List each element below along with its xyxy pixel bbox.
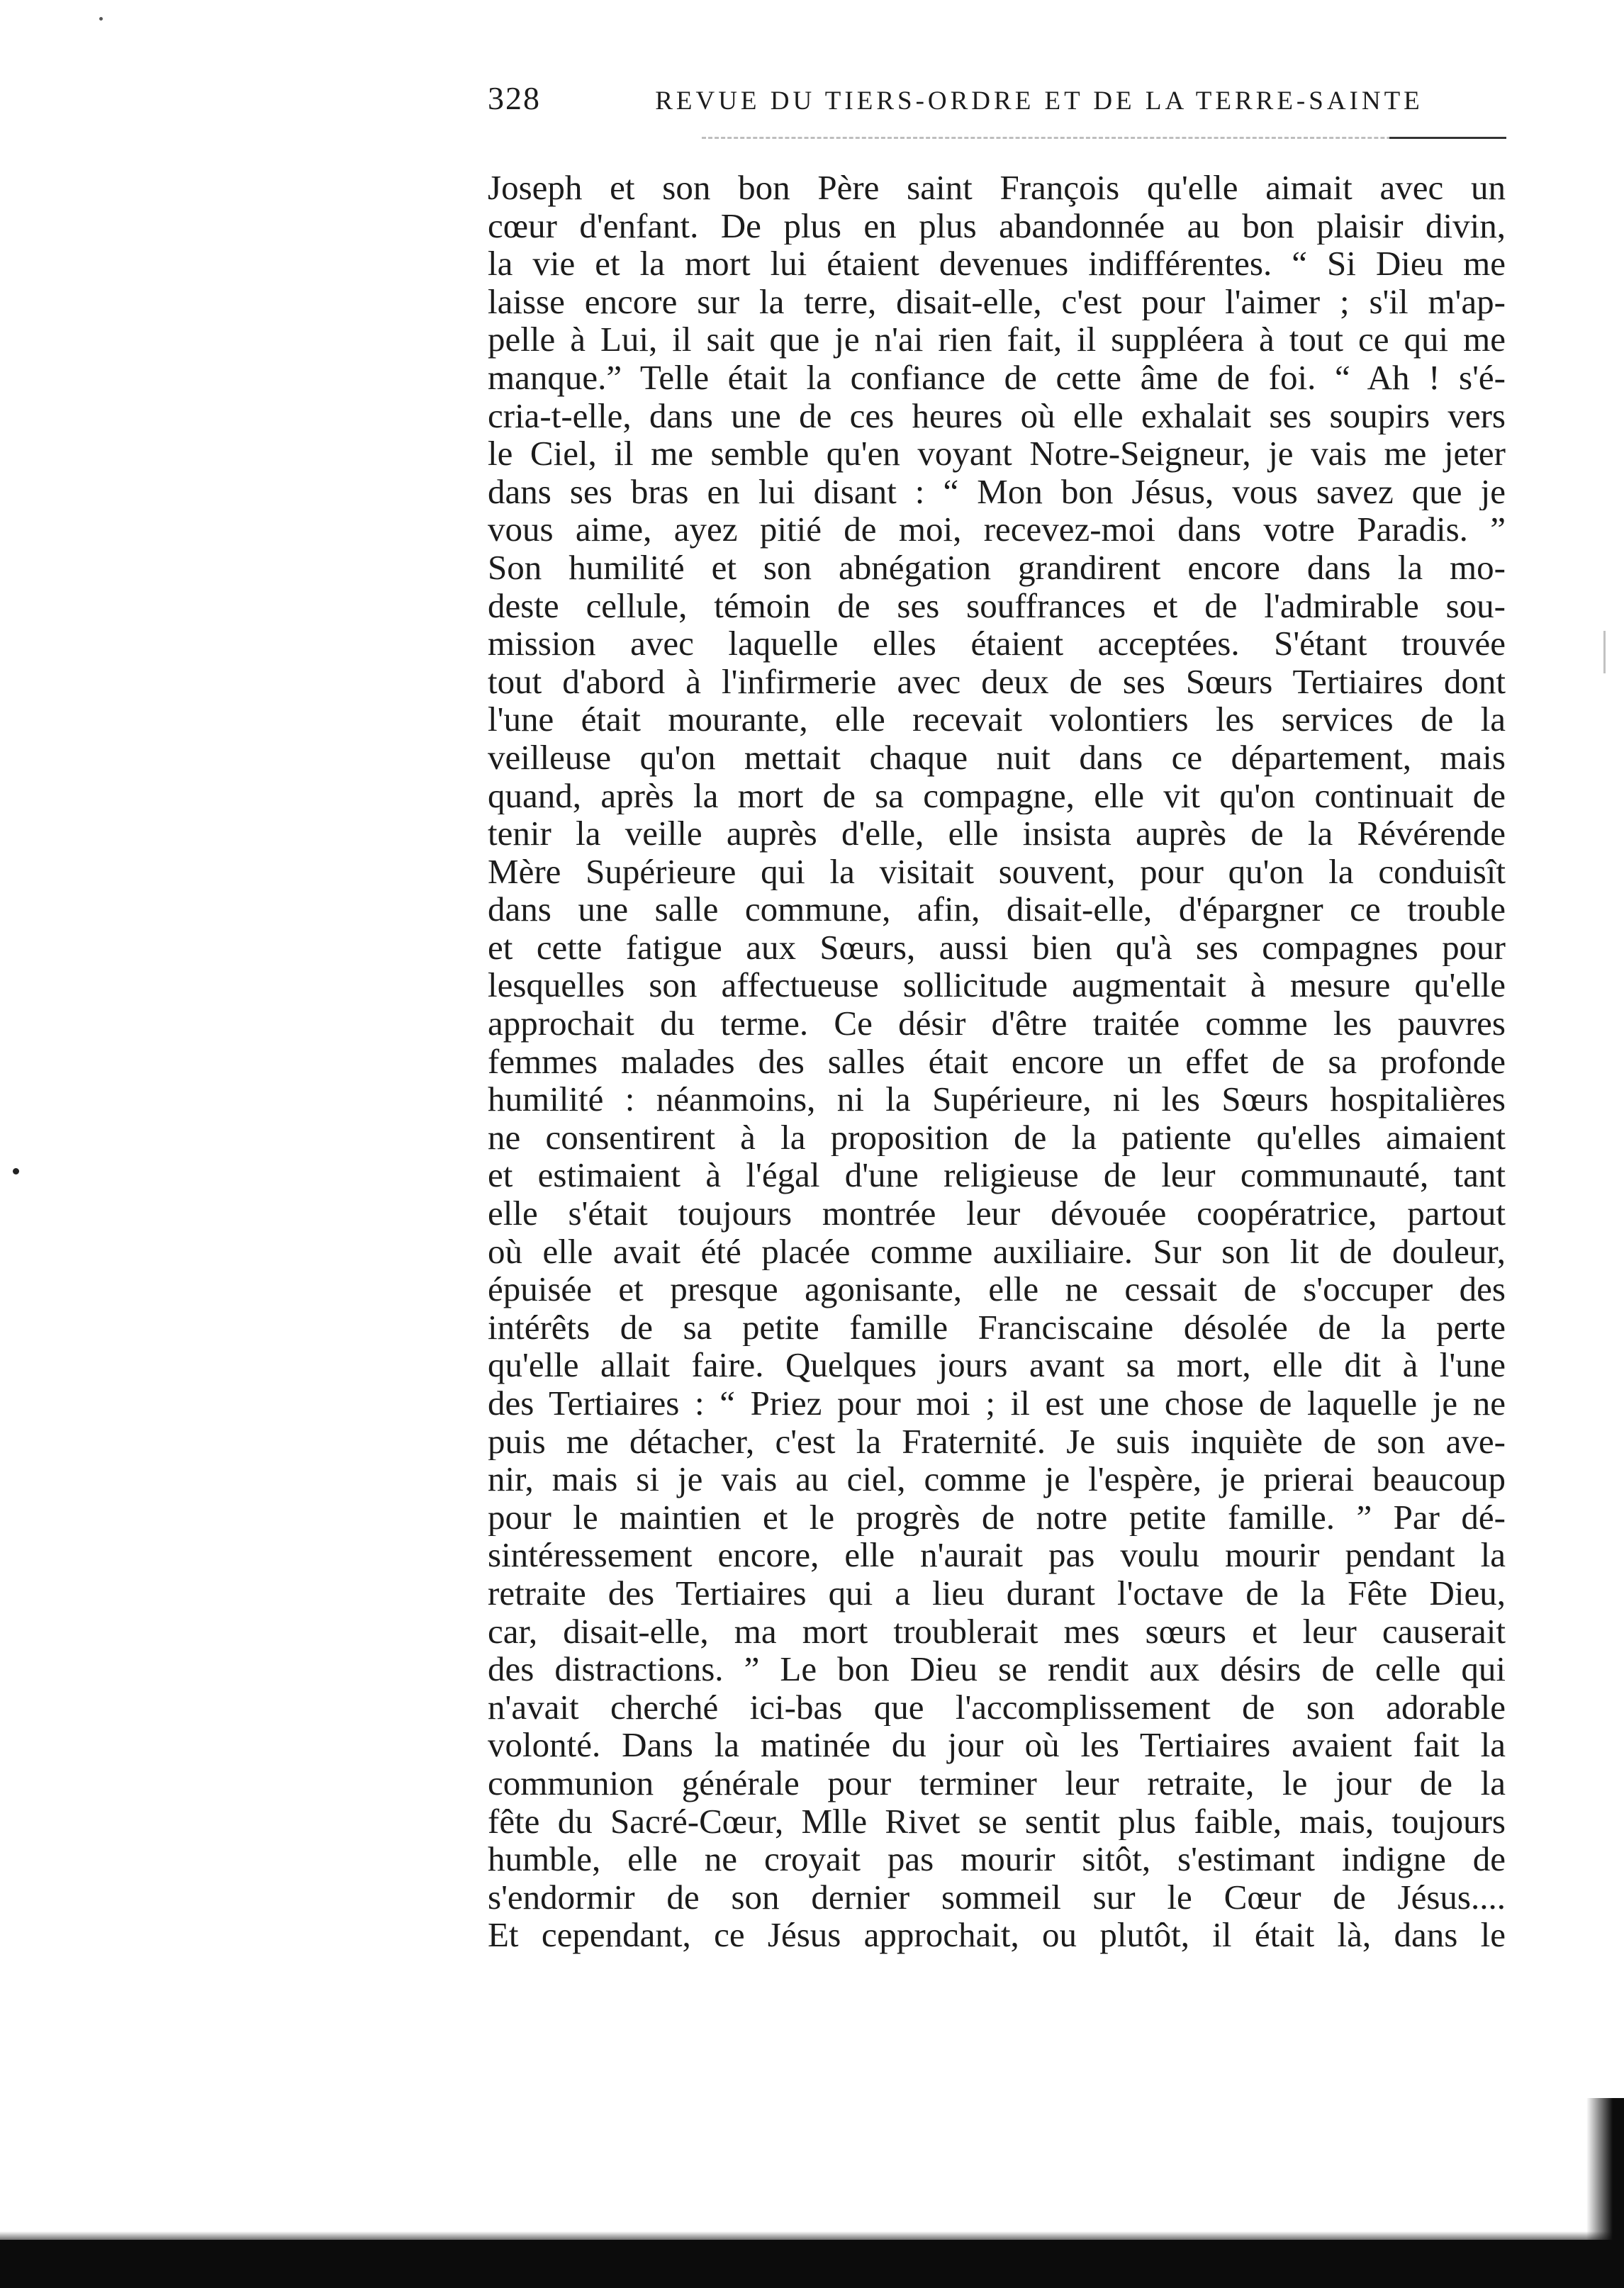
text-line: mission avec laquelle elles étaient acceptées. S'étant trouvée bbox=[488, 624, 1506, 663]
text-line: n'avait cherché ici-bas que l'accomplissement de son adorable bbox=[488, 1688, 1506, 1727]
text-line: puis me détacher, c'est la Fraternité. Je suis inquiète de son ave- bbox=[488, 1422, 1506, 1461]
text-line: car, disait-elle, ma mort troublerait mes sœurs et leur causerait bbox=[488, 1612, 1506, 1651]
text-line: deste cellule, témoin de ses souffrances et de l'admirable sou- bbox=[488, 586, 1506, 625]
header-rule bbox=[702, 137, 1506, 139]
page-header bbox=[488, 79, 1506, 122]
text-line: veilleuse qu'on mettait chaque nuit dans ce département, mais bbox=[488, 738, 1506, 777]
text-line: nir, mais si je vais au ciel, comme je l'espère, je prierai beaucoup bbox=[488, 1460, 1506, 1498]
text-line: des Tertiaires : “ Priez pour moi ; il est une chose de laquelle je ne bbox=[488, 1384, 1506, 1423]
text-line: cria-t-elle, dans une de ces heures où elle exhalait ses soupirs vers bbox=[488, 396, 1506, 435]
text-line: cœur d'enfant. De plus en plus abandonnée au bon plaisir divin, bbox=[488, 206, 1506, 245]
text-line: la vie et la mort lui étaient devenues indifférentes. “ Si Dieu me bbox=[488, 245, 1506, 283]
text-line: fête du Sacré-Cœur, Mlle Rivet se sentit plus faible, mais, toujours bbox=[488, 1802, 1506, 1841]
text-line: lesquelles son affectueuse sollicitude augmentait à mesure qu'elle bbox=[488, 966, 1506, 1005]
text-line: Mère Supérieure qui la visitait souvent, pour qu'on la conduisît bbox=[488, 852, 1506, 891]
text-line: laisse encore sur la terre, disait-elle, c'est pour l'aimer ; s'il m'ap- bbox=[488, 282, 1506, 321]
scan-corner-shadow bbox=[1586, 2098, 1624, 2247]
text-line: volonté. Dans la matinée du jour où les Tertiaires avaient fait la bbox=[488, 1726, 1506, 1764]
margin-speck bbox=[13, 1168, 19, 1174]
text-line: tenir la veille auprès d'elle, elle insista auprès de la Révérende bbox=[488, 814, 1506, 853]
text-line: et cette fatigue aux Sœurs, aussi bien qu'à ses compagnes pour bbox=[488, 928, 1506, 967]
text-line: qu'elle allait faire. Quelques jours avant sa mort, elle dit à l'une bbox=[488, 1346, 1506, 1384]
text-line: dans ses bras en lui disant : “ Mon bon Jésus, vous savez que je bbox=[488, 472, 1506, 511]
text-line: Joseph et son bon Père saint François qu'elle aimait avec un bbox=[488, 169, 1506, 207]
text-line: quand, après la mort de sa compagne, elle vit qu'on continuait de bbox=[488, 776, 1506, 815]
text-line: tout d'abord à l'infirmerie avec deux de ses Sœurs Tertiaires dont bbox=[488, 662, 1506, 701]
text-line: sintéressement encore, elle n'aurait pas voulu mourir pendant la bbox=[488, 1536, 1506, 1574]
text-line: humilité : néanmoins, ni la Supérieure, ni les Sœurs hospitalières bbox=[488, 1080, 1506, 1118]
body-text bbox=[488, 169, 1506, 1954]
text-line: le Ciel, il me semble qu'en voyant Notre-Seigneur, je vais me jeter bbox=[488, 434, 1506, 473]
running-title: REVUE DU TIERS-ORDRE ET DE LA TERRE-SAINTE bbox=[655, 86, 1423, 116]
page-number: 328 bbox=[488, 80, 541, 116]
header-rule-end bbox=[1389, 137, 1506, 139]
text-line: retraite des Tertiaires qui a lieu durant l'octave de la Fête Dieu, bbox=[488, 1574, 1506, 1613]
scan-bottom-border bbox=[0, 2240, 1624, 2288]
text-line: s'endormir de son dernier sommeil sur le Cœur de Jésus.... bbox=[488, 1878, 1506, 1917]
text-line: épuisée et presque agonisante, elle ne cessait de s'occuper des bbox=[488, 1270, 1506, 1308]
text-line: Son humilité et son abnégation grandirent encore dans la mo- bbox=[488, 548, 1506, 587]
text-line: vous aime, ayez pitié de moi, recevez-moi dans votre Paradis. ” bbox=[488, 510, 1506, 549]
text-line: communion générale pour terminer leur retraite, le jour de la bbox=[488, 1763, 1506, 1802]
text-line: femmes malades des salles était encore un effet de sa profonde bbox=[488, 1042, 1506, 1081]
text-line: Et cependant, ce Jésus approchait, ou plutôt, il était là, dans le bbox=[488, 1916, 1506, 1954]
scan-mark bbox=[1603, 631, 1606, 673]
text-line: ne consentirent à la proposition de la patiente qu'elles aimaient bbox=[488, 1118, 1506, 1157]
text-line: elle s'était toujours montrée leur dévouée coopératrice, partout bbox=[488, 1194, 1506, 1233]
text-line: où elle avait été placée comme auxiliaire. Sur son lit de douleur, bbox=[488, 1232, 1506, 1271]
text-line: et estimaient à l'égal d'une religieuse de leur communauté, tant bbox=[488, 1156, 1506, 1195]
text-line: dans une salle commune, afin, disait-elle, d'épargner ce trouble bbox=[488, 890, 1506, 929]
text-line: approchait du terme. Ce désir d'être traitée comme les pauvres bbox=[488, 1004, 1506, 1043]
text-line: manque.” Telle était la confiance de cette âme de foi. “ Ah ! s'é- bbox=[488, 358, 1506, 397]
text-line: pour le maintien et le progrès de notre petite famille. ” Par dé- bbox=[488, 1498, 1506, 1537]
text-line: humble, elle ne croyait pas mourir sitôt, s'estimant indigne de bbox=[488, 1840, 1506, 1878]
text-line: pelle à Lui, il sait que je n'ai rien fait, il suppléera à tout ce qui me bbox=[488, 320, 1506, 359]
text-line: intérêts de sa petite famille Franciscaine désolée de la perte bbox=[488, 1308, 1506, 1347]
scan-speck bbox=[99, 17, 103, 21]
text-line: l'une était mourante, elle recevait volontiers les services de la bbox=[488, 700, 1506, 739]
text-line: des distractions. ” Le bon Dieu se rendit aux désirs de celle qui bbox=[488, 1650, 1506, 1688]
